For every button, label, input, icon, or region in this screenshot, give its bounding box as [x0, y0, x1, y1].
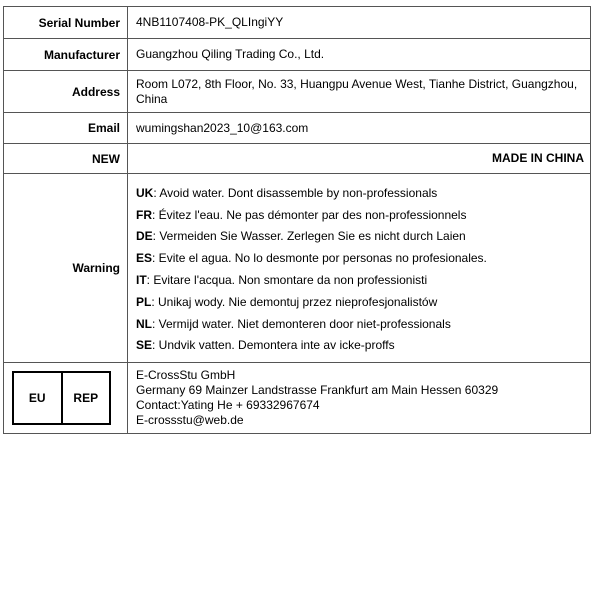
warning-text: : Avoid water. Dont disassemble by non-professionals — [153, 185, 438, 200]
warning-line-se — [136, 335, 584, 357]
warning-line-fr — [136, 205, 584, 227]
manufacturer-row — [4, 39, 591, 71]
warning-line-pl — [136, 292, 584, 314]
email-label: Email — [4, 113, 128, 144]
email-row — [4, 113, 591, 144]
manufacturer-value: Guangzhou Qiling Trading Co., Ltd. — [128, 39, 591, 71]
eu-rep-address: Germany 69 Mainzer Landstrasse Frankfurt am Main Hessen 60329 — [136, 383, 499, 397]
warning-text: : Undvik vatten. Demontera inte av icke-proffs — [152, 338, 395, 353]
warning-code: NL — [136, 316, 152, 331]
eu-symbol-box: EU — [14, 373, 63, 423]
warning-row — [4, 174, 591, 363]
warning-code: UK — [136, 185, 154, 200]
warning-line-es — [136, 248, 584, 270]
serial-number-value: 4NB1107408-PK_QLIngiYY — [128, 7, 591, 39]
manufacturer-label: Manufacturer — [4, 39, 128, 71]
address-label: Address — [4, 71, 128, 113]
warning-text: : Evite el agua. No lo desmonte por personas no profesionales. — [152, 251, 487, 266]
new-label: NEW — [4, 144, 128, 174]
warning-text: : Evitare l'acqua. Non smontare da non professionisti — [146, 273, 428, 287]
new-row — [4, 144, 591, 174]
eu-rep-symbol-cell — [4, 363, 128, 434]
product-label-table — [3, 6, 591, 434]
warning-list — [136, 179, 584, 357]
warning-text: : Vermijd water. Niet demonteren door niet-professionals — [152, 316, 451, 331]
warning-line-uk — [136, 183, 584, 205]
warning-code: IT — [136, 273, 147, 287]
warning-code: FR — [136, 207, 152, 222]
warning-code: PL — [136, 294, 152, 309]
serial-number-label: Serial Number — [4, 7, 128, 39]
made-in-china-value: MADE IN CHINA — [128, 144, 591, 174]
address-value: Room L072, 8th Floor, No. 33, Huangpu Avenue West, Tianhe District, Guangzhou, China — [128, 71, 591, 113]
warning-line-it — [136, 270, 584, 292]
warning-text: : Évitez l'eau. Ne pas démonter par des non-professionnels — [152, 207, 467, 222]
eu-rep-details — [128, 363, 591, 434]
address-row — [4, 71, 591, 113]
warning-code: DE — [136, 229, 153, 244]
eu-rep-symbol — [12, 371, 111, 425]
warning-label: Warning — [4, 174, 128, 363]
warning-cell — [128, 174, 591, 363]
eu-rep-email: E-crossstu@web.de — [136, 413, 244, 427]
warning-code: ES — [136, 251, 153, 266]
warning-code: SE — [136, 338, 153, 353]
warning-line-de — [136, 226, 584, 248]
warning-text: : Vermeiden Sie Wasser. Zerlegen Sie es nicht durch Laien — [152, 229, 466, 244]
eu-rep-contact: Contact:Yating He + 69332967674 — [136, 398, 320, 412]
email-value: wumingshan2023_10@163.com — [128, 113, 591, 144]
serial-number-row — [4, 7, 591, 39]
eu-rep-company: E-CrossStu GmbH — [136, 368, 236, 382]
warning-line-nl — [136, 314, 584, 336]
warning-text: : Unikaj wody. Nie demontuj przez nieprofesjonalistów — [151, 294, 438, 309]
eu-rep-row — [4, 363, 591, 434]
rep-symbol-box: REP — [73, 391, 99, 405]
